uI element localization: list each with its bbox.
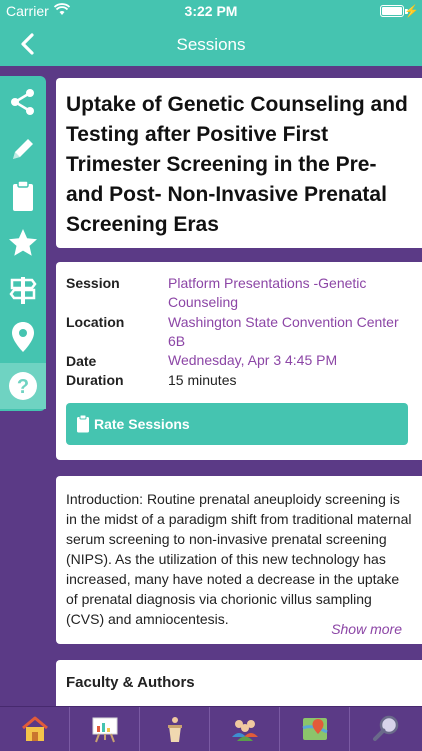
tab-home[interactable] — [0, 707, 70, 751]
navigation-bar — [0, 22, 422, 66]
search-magnifier-icon — [371, 714, 401, 744]
session-title: Uptake of Genetic Counseling and Testing after Positive First Trimester Screening in the Pre- and Post- Non-Invasive Prenatal Screening Eras — [66, 93, 408, 236]
note-button[interactable] — [0, 126, 46, 172]
tab-search[interactable] — [350, 707, 422, 751]
tab-map[interactable] — [280, 707, 350, 751]
duration-value: 15 minutes — [168, 372, 237, 388]
faculty-card[interactable] — [56, 660, 422, 710]
session-label: Session — [66, 275, 120, 291]
session-info-card — [56, 262, 422, 460]
tab-presentations[interactable] — [70, 707, 140, 751]
show-more-link[interactable]: Show more — [331, 621, 402, 637]
home-icon — [20, 715, 50, 743]
share-icon — [8, 87, 38, 117]
share-button[interactable] — [0, 79, 46, 125]
favorite-button[interactable] — [0, 220, 46, 266]
page-title: Sessions — [176, 35, 246, 54]
directions-button[interactable] — [0, 267, 46, 313]
signpost-icon — [7, 274, 39, 306]
carrier-label: Carrier — [6, 3, 49, 19]
status-time: 3:22 PM — [184, 3, 238, 19]
question-icon — [7, 370, 39, 402]
location-label: Location — [66, 314, 125, 330]
rate-sessions-label: Rate Sessions — [94, 416, 190, 432]
date-link[interactable]: Wednesday, Apr 3 4:45 PM — [168, 352, 338, 368]
help-button[interactable] — [0, 363, 46, 409]
location-button[interactable] — [0, 314, 46, 360]
presentation-board-icon — [90, 715, 120, 743]
podium-icon — [160, 715, 190, 743]
location-link[interactable]: Washington State Convention Center 6B — [168, 314, 399, 349]
abstract-text: Introduction: Routine prenatal aneuploidy screening is in the midst of a paradigm shift from traditional maternal serum screening to non-invasive prenatal screening (NIPS). As the utilization of this new technology has increased, many have noted a decrease in the uptake of prenatal diagnosis via chorionic villus sampling (CVS) and amniocentesis. — [66, 491, 412, 627]
session-title-card — [56, 78, 422, 248]
faculty-heading: Faculty & Authors — [66, 674, 195, 691]
rate-sessions-button[interactable] — [66, 403, 408, 445]
charging-bolt-icon: ⚡ — [404, 4, 419, 18]
map-icon — [300, 714, 330, 744]
tab-exhibitors[interactable] — [210, 707, 280, 751]
tab-speakers[interactable] — [140, 707, 210, 751]
location-pin-icon — [10, 321, 36, 353]
people-icon — [229, 715, 261, 743]
status-bar — [0, 0, 422, 22]
abstract-card — [56, 476, 422, 644]
clipboard-button[interactable] — [0, 173, 46, 219]
duration-label: Duration — [66, 372, 124, 388]
action-rail — [0, 76, 46, 411]
svg-text:?: ? — [16, 376, 30, 398]
battery-icon — [380, 5, 404, 17]
bottom-tab-bar — [0, 706, 422, 750]
clipboard-icon — [8, 179, 38, 213]
pencil-icon — [8, 134, 38, 164]
session-track-link[interactable]: Platform Presentations -Genetic Counseling — [168, 275, 367, 310]
date-label: Date — [66, 353, 97, 369]
clipboard-small-icon — [76, 414, 90, 433]
star-icon — [7, 227, 39, 259]
